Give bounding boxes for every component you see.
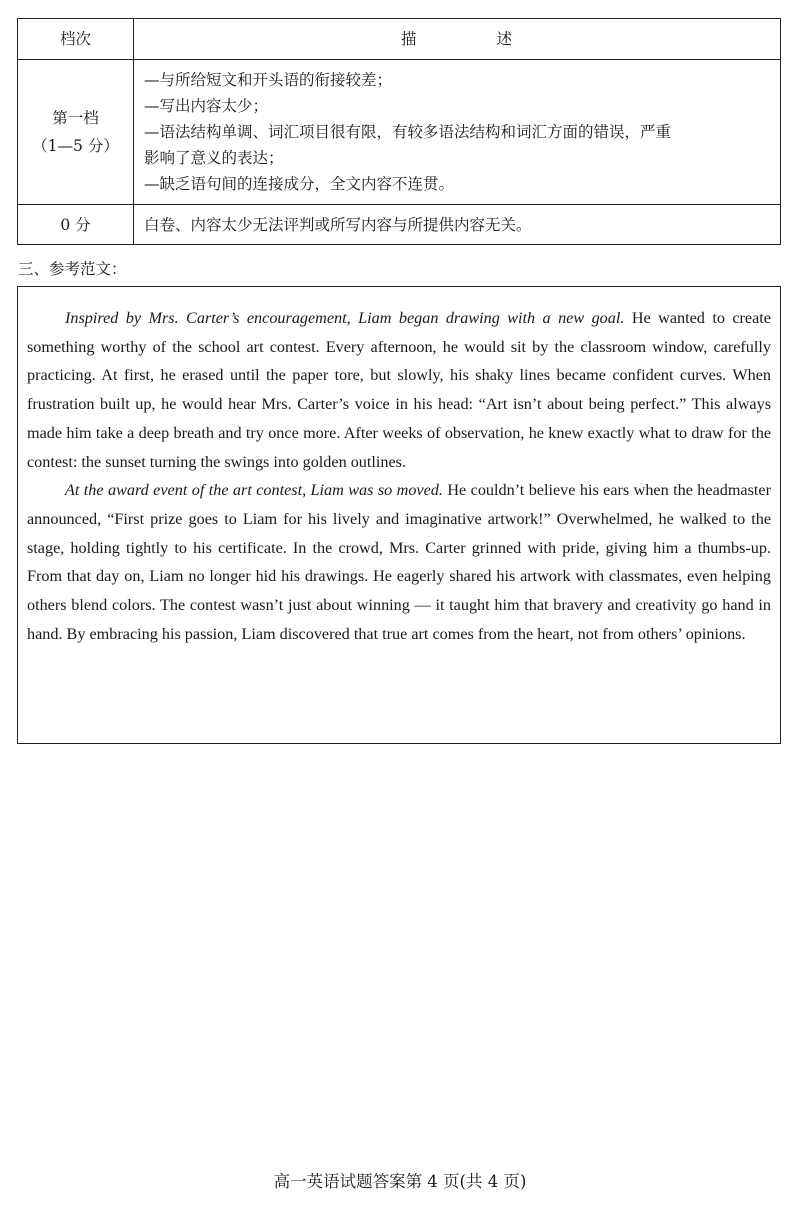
band-1-criterion: —缺乏语句间的连接成分，全文内容不连贯。	[144, 175, 455, 193]
essay-paragraph-1	[27, 304, 771, 476]
essay-paragraph-2	[27, 476, 771, 648]
band-0-level-cell: 0 分	[18, 205, 134, 245]
paragraph-2-body: He couldn’t believe his ears when the headmaster announced, “First prize goes to Liam for his lively and imaginative artwork!” Overwhelmed, he walked to the stage, holding tightly to his certificate. In the crowd, Mrs. Carter grinned with pride, giving him a thumbs-up. From that day on, Liam no longer hid his drawings. He eagerly shared his artwork with classmates, even helping others blend colors. The contest wasn’t just about winning — it taught him that bravery and creativity go hand in hand. By embracing his passion, Liam discovered that true art comes from the heart, not from others’ opinions.	[27, 481, 771, 643]
band-1-description-cell	[134, 60, 781, 205]
sample-essay-section-title: 三、参考范文：	[18, 260, 127, 278]
rubric-row-band-1	[18, 60, 781, 205]
paragraph-1-body: He wanted to create something worthy of the school art contest. Every afternoon, he would sit by the classroom window, carefully practicing. At first, he erased until the paper tore, but slowly, his shaky lines became confident curves. When frustration built up, he would hear Mrs. Carter’s voice in his head: “Art isn’t about being perfect.” This always made him take a deep breath and try once more. After weeks of observation, he knew exactly what to draw for the contest: the sunset turning the swings into golden outlines.	[27, 309, 771, 471]
band-1-criterion: —写出内容太少；	[144, 97, 269, 115]
sample-essay-box	[17, 286, 781, 744]
band-1-criterion: —语法结构单调、词汇项目很有限，有较多语法结构和词汇方面的错误，严重	[144, 123, 672, 141]
band-1-level-name: 第一档	[52, 109, 99, 127]
band-0-description-cell: 白卷、内容太少无法评判或所写内容与所提供内容无关。	[134, 205, 781, 245]
level-column-header: 档次	[18, 19, 134, 60]
scoring-rubric-table	[17, 18, 781, 245]
paragraph-2-opening-sentence: At the award event of the art contest, Liam was so moved.	[65, 481, 443, 500]
band-1-score-range: （1—5 分）	[32, 137, 119, 155]
description-column-header: 描述	[134, 19, 781, 60]
paragraph-1-opening-sentence: Inspired by Mrs. Carter’s encouragement, Liam began drawing with a new goal.	[65, 309, 625, 327]
band-1-level-cell	[18, 60, 134, 205]
rubric-header-row	[18, 19, 781, 60]
band-1-criterion: —与所给短文和开头语的衔接较差；	[144, 71, 393, 89]
page-footer: 高一英语试题答案第 4 页(共 4 页)	[273, 1172, 527, 1191]
rubric-row-band-0	[18, 205, 781, 245]
band-1-criterion-continued: 影响了意义的表达；	[144, 149, 284, 167]
